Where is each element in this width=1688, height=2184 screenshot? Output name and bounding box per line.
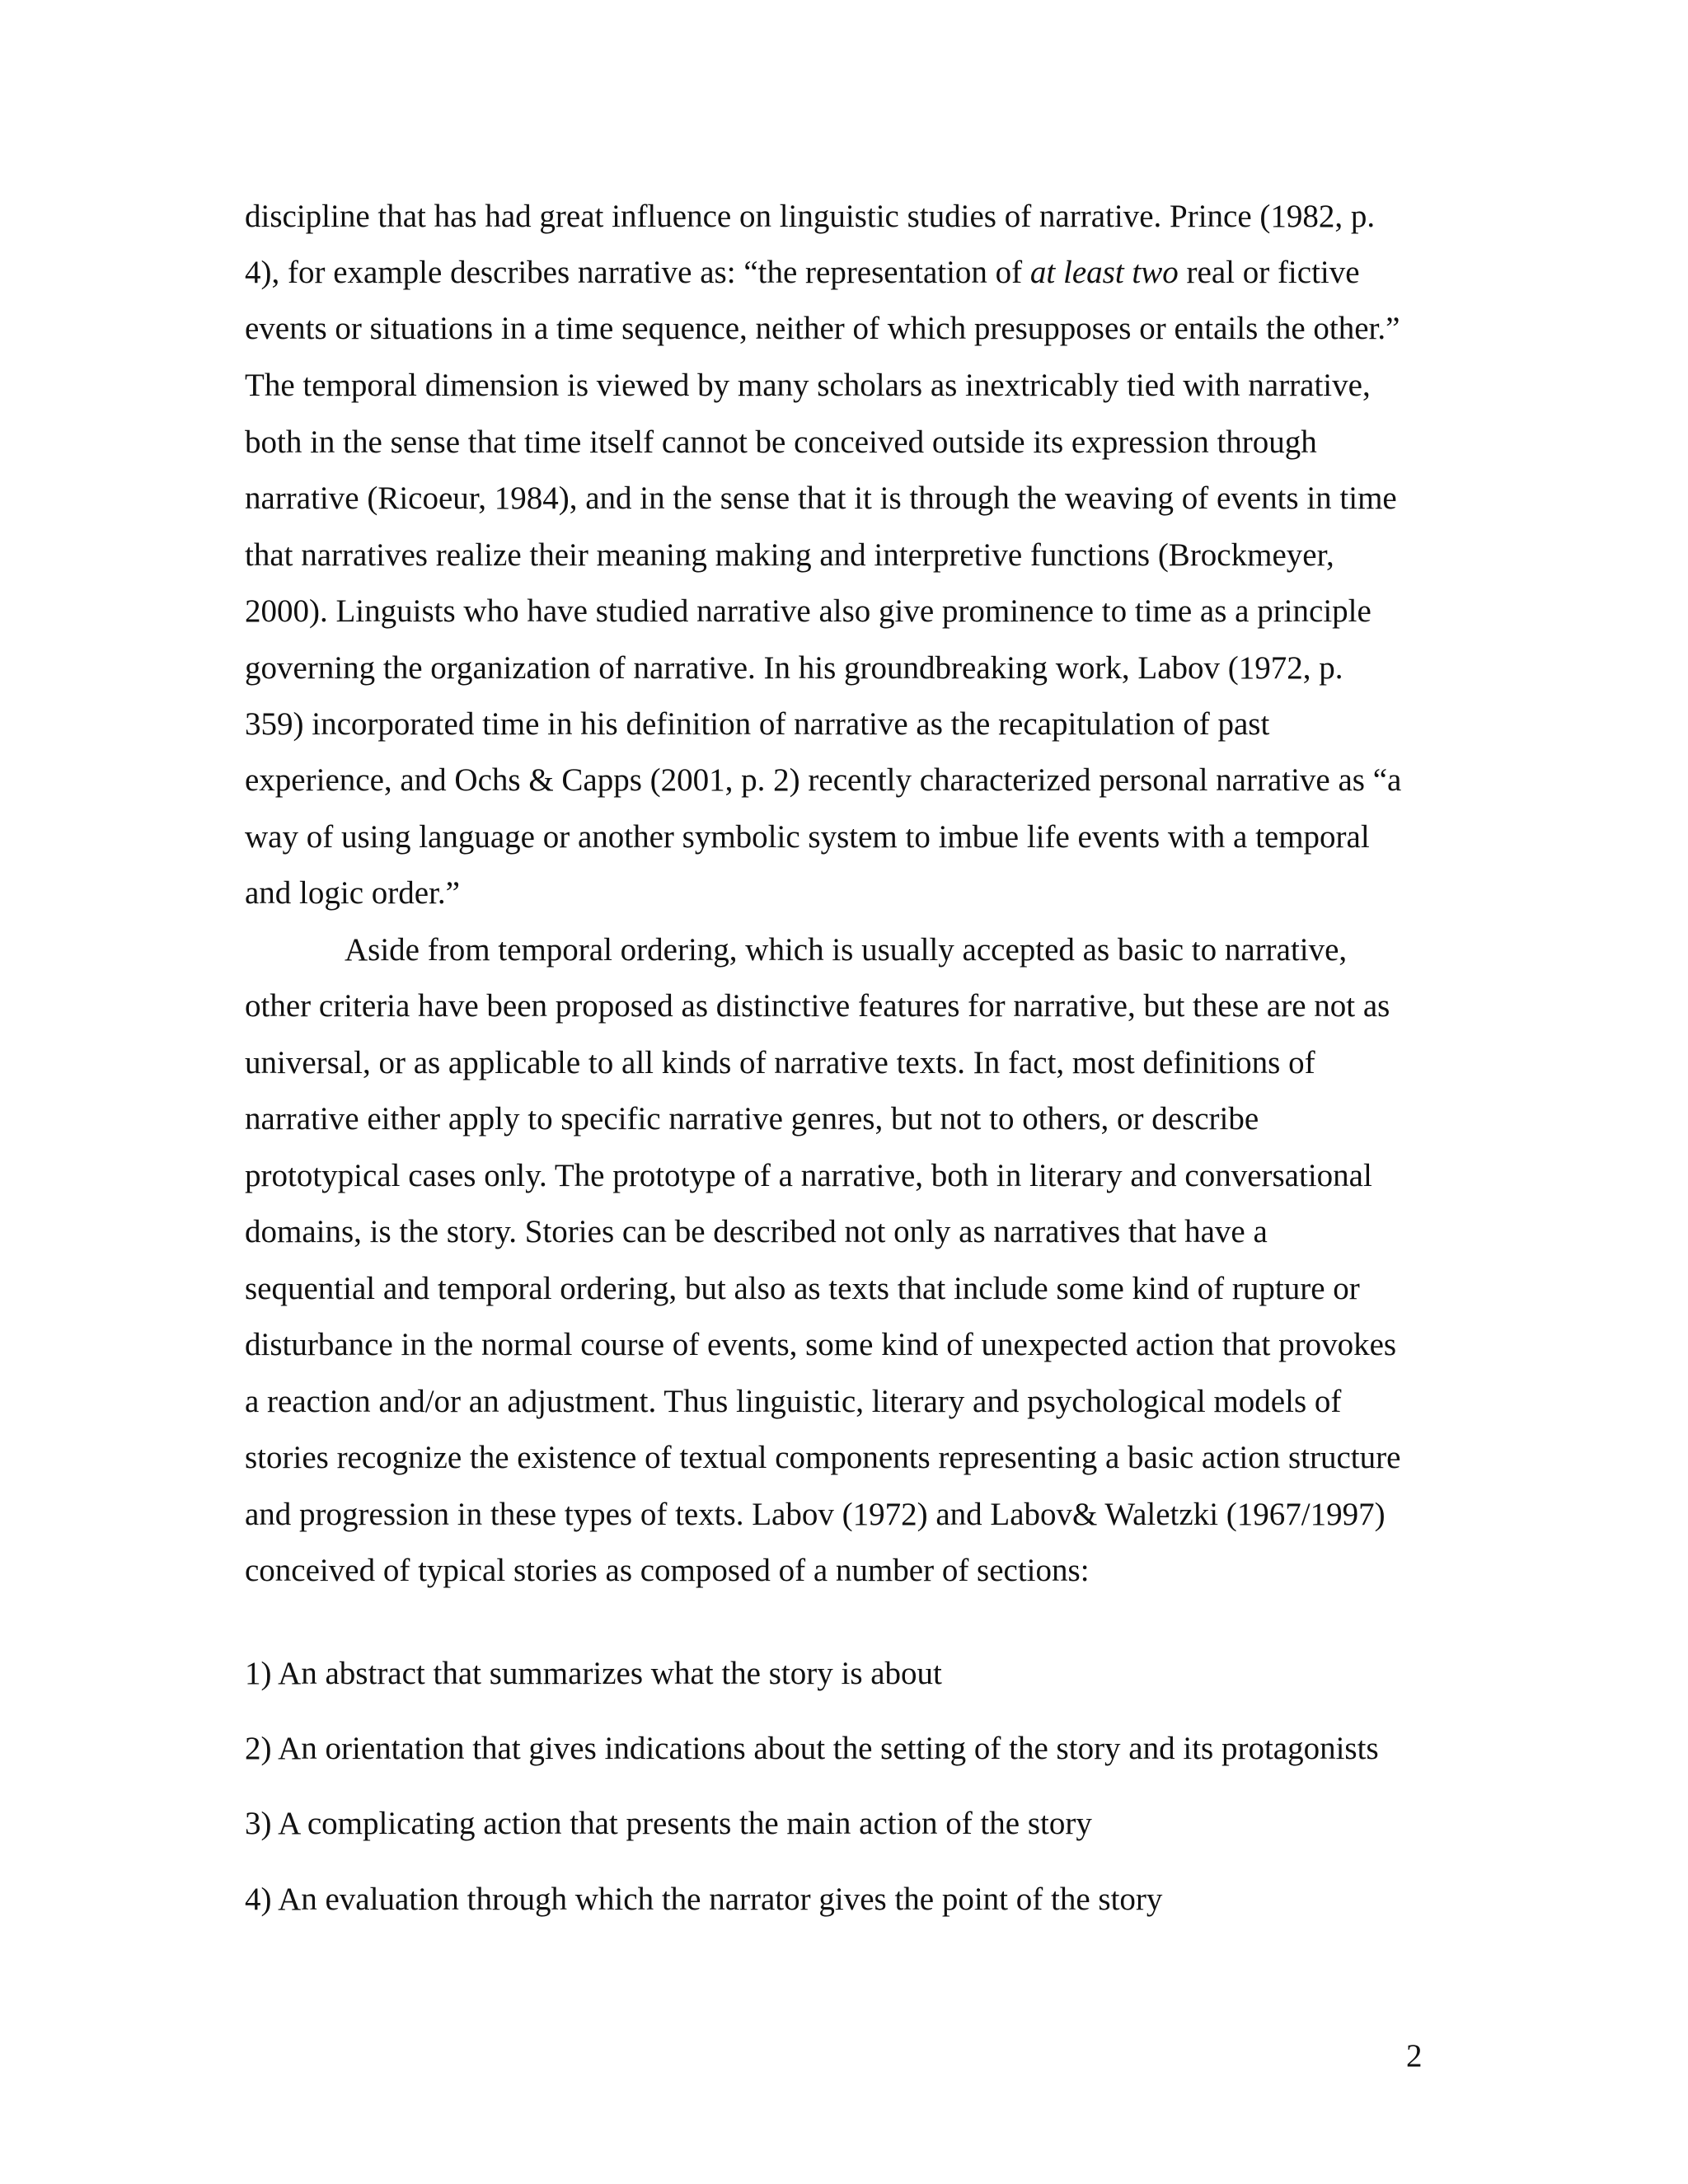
text-line: disturbance in the normal course of events, some kind of unexpected action that provokes <box>245 1327 1397 1362</box>
text-line: 359) incorporated time in his definition of narrative as the recapitulation of past <box>245 706 1270 742</box>
text-line: and progression in these types of texts. Labov (1972) and Labov& Waletzki (1967/1997) <box>245 1497 1386 1532</box>
text-line: stories recognize the existence of textual components representing a basic action structure <box>245 1440 1401 1475</box>
text-line: discipline that has had great influence on linguistic studies of narrative. Prince (1982, p. <box>245 199 1376 234</box>
page-number: 2 <box>1406 2038 1423 2074</box>
list-item: 2) An orientation that gives indications about the setting of the story and its protagonists <box>245 1731 1379 1766</box>
text-span: real or fictive <box>1178 255 1360 290</box>
text-span: 4), for example describes narrative as: “the representation of <box>245 255 1030 290</box>
text-line <box>245 254 1360 292</box>
text-line: other criteria have been proposed as distinctive features for narrative, but these are not as <box>245 988 1390 1024</box>
text-line: a reaction and/or an adjustment. Thus linguistic, literary and psychological models of <box>245 1384 1342 1419</box>
text-line: conceived of typical stories as composed of a number of sections: <box>245 1553 1090 1588</box>
text-line: narrative either apply to specific narrative genres, but not to others, or describe <box>245 1101 1259 1137</box>
list-item: 3) A complicating action that presents the main action of the story <box>245 1806 1092 1841</box>
text-line: Aside from temporal ordering, which is usually accepted as basic to narrative, <box>345 932 1348 968</box>
text-line: sequential and temporal ordering, but also as texts that include some kind of rupture or <box>245 1271 1360 1306</box>
text-line: domains, is the story. Stories can be described not only as narratives that have a <box>245 1214 1268 1249</box>
text-line: universal, or as applicable to all kinds of narrative texts. In fact, most definitions of <box>245 1045 1315 1080</box>
text-line: prototypical cases only. The prototype of a narrative, both in literary and conversational <box>245 1158 1372 1193</box>
text-line: experience, and Ochs & Capps (2001, p. 2) recently characterized personal narrative as “a <box>245 762 1402 798</box>
text-line: narrative (Ricoeur, 1984), and in the sense that it is through the weaving of events in time <box>245 480 1397 516</box>
text-line: The temporal dimension is viewed by many scholars as inextricably tied with narrative, <box>245 368 1371 403</box>
text-line: that narratives realize their meaning making and interpretive functions (Brockmeyer, <box>245 537 1334 573</box>
text-line: events or situations in a time sequence, neither of which presupposes or entails the other.” <box>245 311 1400 346</box>
emphasis-text: at least two <box>1029 255 1179 290</box>
text-line: both in the sense that time itself cannot be conceived outside its expression through <box>245 424 1317 460</box>
text-line: 2000). Linguists who have studied narrative also give prominence to time as a principle <box>245 593 1372 629</box>
text-line: governing the organization of narrative. In his groundbreaking work, Labov (1972, p. <box>245 650 1343 686</box>
list-item: 4) An evaluation through which the narrator gives the point of the story <box>245 1882 1163 1917</box>
text-line: and logic order.” <box>245 875 460 911</box>
list-item: 1) An abstract that summarizes what the story is about <box>245 1656 942 1691</box>
text-line: way of using language or another symbolic system to imbue life events with a temporal <box>245 819 1370 855</box>
